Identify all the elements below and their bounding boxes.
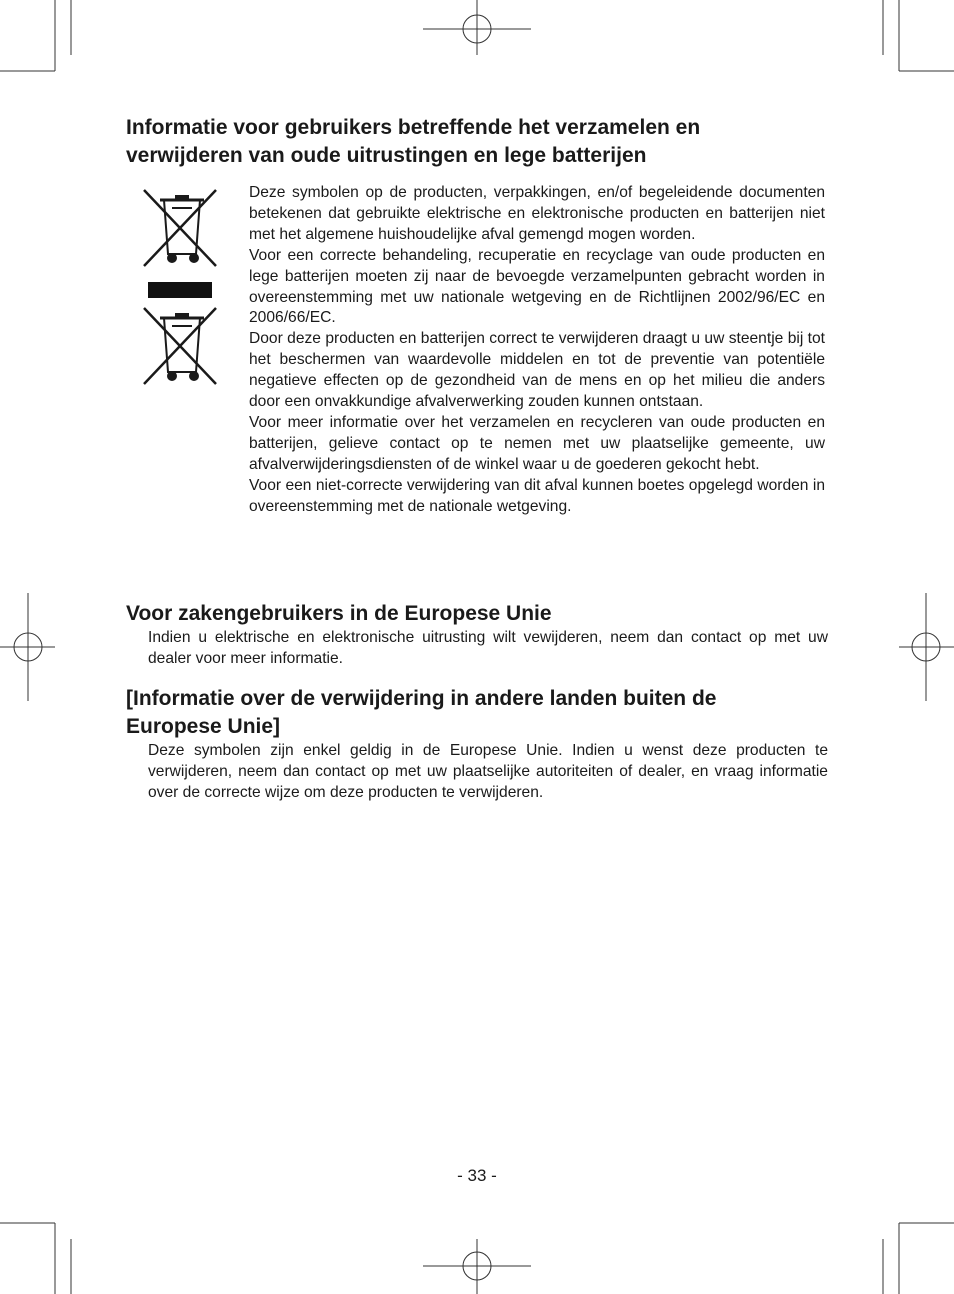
section3-text: Deze symbolen zijn enkel geldig in de Europese Unie. Indien u wenst deze producten te verwijderen, neem dan contact op met uw plaatselijke autoriteiten of dealer, en vraag informatie over de correcte wijze om deze producten te verwijderen. [148, 742, 828, 801]
black-bar-icon [148, 282, 212, 298]
weee-symbols [142, 186, 222, 396]
section2-title: Voor zakengebruikers in de Europese Unie [126, 602, 552, 625]
section1-paragraph: Door deze producten en batterijen correct te verwijderen draagt u uw steentje bij tot het beschermen van waardevolle middelen en tot de preventie van potentiële negatieve effecten op de gezondheid van de mens en op het milieu die anders door een onvakkundige afvalverwerking zouden kunnen ontstaan. [249, 330, 825, 411]
section1-title-line1: Informatie voor gebruikers betreffende het verzamelen en [126, 116, 701, 139]
page-number: - 33 - [457, 1166, 497, 1185]
section1-paragraph: Voor een niet-correcte verwijdering van dit afval kunnen boetes opgelegd worden in overeenstemming met de nationale wetgeving. [249, 476, 825, 515]
section1-paragraph: Voor meer informatie over het verzamelen en recycleren van oude producten en batterijen, gelieve contact op te nemen met uw plaatselijke gemeente, uw afvalverwijderingsdiensten of de winkel waar u de goederen gekocht hebt. [249, 413, 825, 473]
section1-title [126, 114, 846, 170]
section3-title-line1: [Informatie over de verwijdering in andere landen buiten de [126, 687, 717, 710]
crossed-out-wheelie-bin-icon [144, 308, 216, 384]
crossed-out-wheelie-bin-icon [144, 190, 216, 266]
section3-title [126, 685, 846, 741]
section1-body [249, 183, 825, 518]
section3-title-line2: Europese Unie] [126, 715, 281, 738]
section1-paragraph: Voor een correcte behandeling, recuperatie en recyclage van oude producten en lege batterijen moeten zij naar de bevoegde verzamelpunten gebracht worden in overeenstemming met uw nationale wetgeving en de Richtlijnen 2002/96/EC en 2006/66/EC. [249, 246, 825, 327]
section2-text: Indien u elektrische en elektronische uitrusting wilt vewijderen, neem dan contact op met uw dealer voor meer informatie. [148, 629, 828, 667]
section1-title-line2: verwijderen van oude uitrustingen en lege batterijen [126, 144, 647, 167]
section1-paragraph: Deze symbolen op de producten, verpakkingen, en/of begeleidende documenten betekenen dat gebruikte elektrische en elektronische producten en batterijen niet met het algemene huishoudelijke afval gemengd mogen worden. [249, 184, 825, 243]
